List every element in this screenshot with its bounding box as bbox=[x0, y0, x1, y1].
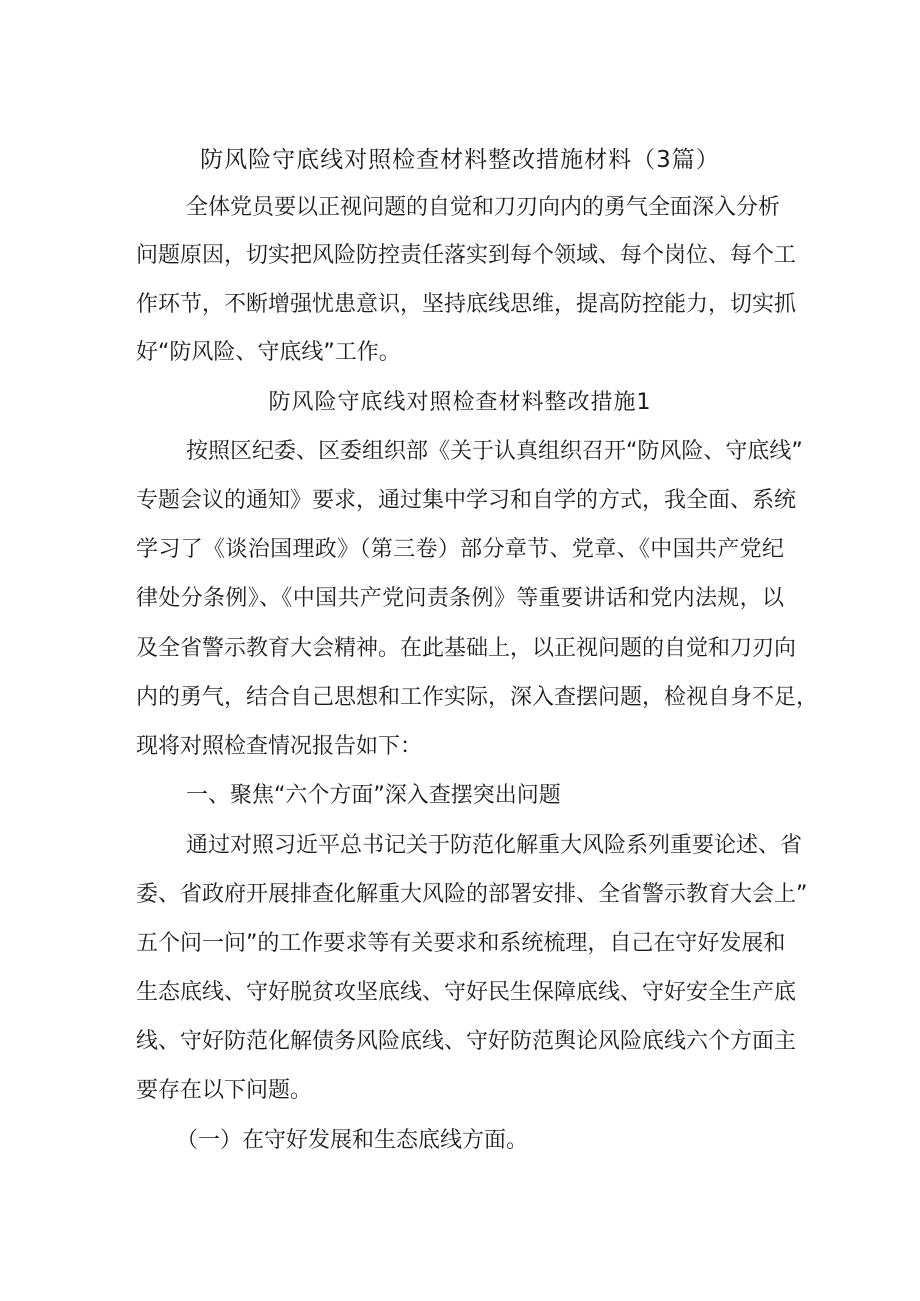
intro-line: 作环节，不断增强忧患意识，坚持底线思维，提高防控能力，切实抓 bbox=[136, 292, 797, 317]
paragraph-line: 线、守好防范化解债务风险底线、守好防范舆论风险底线六个方面主 bbox=[136, 1029, 797, 1054]
subheading-one: （一）在守好发展和生态底线方面。 bbox=[176, 1128, 529, 1153]
heading-one: 一、聚焦“六个方面”深入查摆突出问题 bbox=[186, 783, 561, 808]
paragraph-line: 内的勇气，结合自己思想和工作实际，深入查摆问题，检视自身不足， bbox=[136, 685, 819, 710]
paragraph-line: 专题会议的通知》要求，通过集中学习和自学的方式，我全面、系统 bbox=[136, 488, 797, 513]
paragraph-line: 生态底线、守好脱贫攻坚底线、守好民生保障底线、守好安全生产底 bbox=[136, 980, 797, 1005]
intro-line: 好“防风险、守底线”工作。 bbox=[136, 340, 401, 365]
paragraph-line: 通过对照习近平总书记关于防范化解重大风险系列重要论述、省 bbox=[186, 833, 803, 858]
paragraph-line: 学习了《谈治国理政》（第三卷）部分章节、党章、《中国共产党纪 bbox=[136, 537, 784, 562]
paragraph-line: 按照区纪委、区委组织部《关于认真组织召开“防风险、守底线” bbox=[186, 439, 803, 464]
intro-line: 问题原因，切实把风险防控责任落实到每个领域、每个岗位、每个工 bbox=[136, 243, 797, 268]
paragraph-line: 要存在以下问题。 bbox=[136, 1078, 313, 1103]
paragraph-line: 及全省警示教育大会精神。在此基础上，以正视问题的自觉和刀刃向 bbox=[136, 636, 797, 661]
paragraph-line: 现将对照检查情况报告如下： bbox=[136, 734, 423, 759]
document-title: 防风险守底线对照检查材料整改措施材料（3篇） bbox=[200, 147, 720, 173]
paragraph-line: 五个问一问”的工作要求等有关要求和系统梳理，自己在守好发展和 bbox=[136, 931, 786, 956]
paragraph-line: 委、省政府开展排查化解重大风险的部署安排、全省警示教育大会上” bbox=[136, 882, 808, 907]
paragraph-line: 律处分条例》、《中国共产党问责条例》等重要讲话和党内法规，以 bbox=[136, 586, 784, 611]
section-title: 防风险守底线对照检查材料整改措施1 bbox=[268, 390, 652, 415]
intro-line: 全体党员要以正视问题的自觉和刀刃向内的勇气全面深入分析 bbox=[186, 195, 781, 220]
